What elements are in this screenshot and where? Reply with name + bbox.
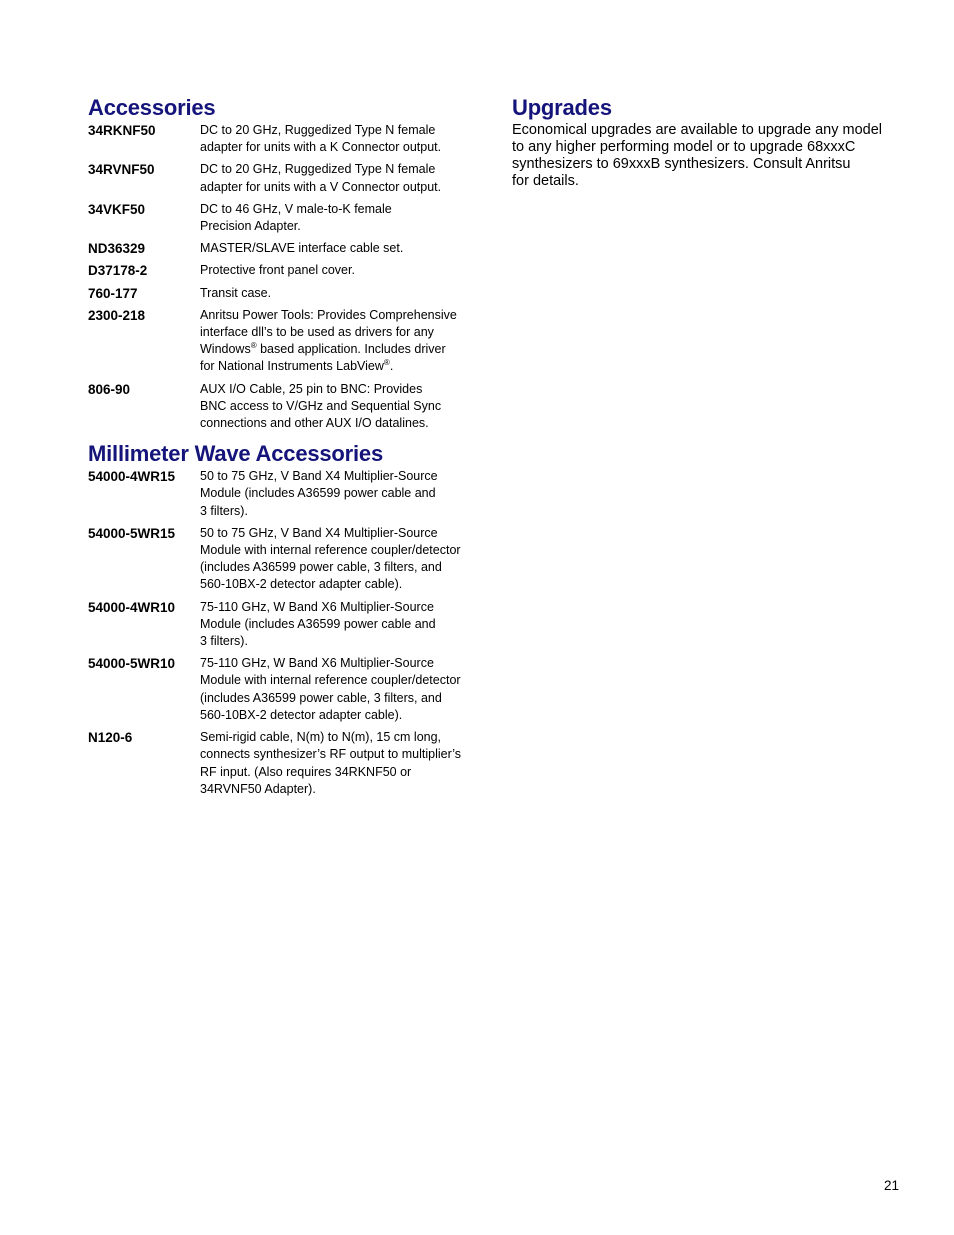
item-code: 54000-4WR10	[88, 599, 176, 615]
upgrades-paragraph	[512, 122, 884, 190]
item-description	[200, 381, 478, 433]
description-line: BNC access to V/GHz and Sequential Sync	[200, 398, 442, 413]
description-line: AUX I/O Cable, 25 pin to BNC: Provides	[200, 381, 423, 396]
item-code: ND36329	[88, 241, 146, 257]
item-description	[200, 161, 478, 195]
description-line: 560-10BX-2 detector adapter cable).	[200, 707, 403, 722]
item-code: 760-177	[88, 285, 138, 301]
item-code: 806-90	[88, 381, 131, 397]
description-line: connections and other AUX I/O datalines.	[200, 416, 429, 431]
item-code: 2300-218	[88, 307, 146, 323]
description-line: Anritsu Power Tools: Provides Comprehensive	[200, 307, 457, 322]
millimeter-heading: Millimeter Wave Accessories	[88, 441, 384, 467]
description-line: DC to 46 GHz, V male-to-K female	[200, 201, 392, 216]
list-item	[88, 468, 478, 520]
list-item	[88, 599, 478, 651]
description-line: 75-110 GHz, W Band X6 Multiplier-Source	[200, 599, 434, 614]
description-line: connects synthesizer’s RF output to multiplier’s	[200, 747, 461, 762]
upgrades-heading: Upgrades	[512, 95, 612, 120]
description-line: (includes A36599 power cable, 3 filters, and	[200, 690, 442, 705]
right-column	[512, 94, 884, 190]
list-item	[88, 201, 478, 235]
description-line: (includes A36599 power cable, 3 filters, and	[200, 560, 442, 575]
description-line: for National Instruments LabView®.	[200, 358, 394, 374]
item-code: 54000-4WR15	[88, 469, 176, 485]
description-line: 3 filters).	[200, 634, 248, 649]
list-item	[88, 525, 478, 594]
item-description	[200, 599, 478, 651]
description-line: 75-110 GHz, W Band X6 Multiplier-Source	[200, 656, 434, 671]
description-line: interface dll’s to be used as drivers for any	[200, 325, 434, 340]
item-code: 34VKF50	[88, 201, 146, 217]
item-description	[200, 525, 478, 594]
upgrades-line: Economical upgrades are available to upgrade any model	[512, 122, 882, 138]
description-line: adapter for units with a K Connector output.	[200, 140, 442, 155]
list-item	[88, 161, 478, 195]
item-description	[200, 285, 478, 302]
item-code: 34RVNF50	[88, 162, 155, 178]
item-code: 54000-5WR15	[88, 525, 176, 541]
description-line: Semi-rigid cable, N(m) to N(m), 15 cm long,	[200, 730, 442, 745]
page-number: 21	[884, 1178, 900, 1193]
left-column	[88, 94, 478, 803]
list-item	[88, 262, 478, 279]
upgrades-line: synthesizers to 69xxxB synthesizers. Consult Anritsu	[512, 156, 851, 172]
list-item	[88, 655, 478, 724]
item-code: 54000-5WR10	[88, 656, 176, 672]
item-description	[200, 262, 478, 279]
description-line: MASTER/SLAVE interface cable set.	[200, 241, 404, 256]
list-item	[88, 307, 478, 376]
item-code: 34RKNF50	[88, 123, 156, 138]
item-description	[200, 307, 478, 376]
accessories-heading: Accessories	[88, 95, 216, 120]
item-description	[200, 729, 478, 798]
list-item	[88, 285, 478, 302]
description-line: DC to 20 GHz, Ruggedized Type N female	[200, 123, 436, 137]
upgrades-line: to any higher performing model or to upgrade 68xxxC	[512, 139, 856, 155]
description-line: 560-10BX-2 detector adapter cable).	[200, 577, 403, 592]
description-line: 50 to 75 GHz, V Band X4 Multiplier-Source	[200, 525, 438, 540]
description-line: Transit case.	[200, 285, 272, 300]
description-line: 34RVNF50 Adapter).	[200, 781, 316, 796]
item-code: N120-6	[88, 730, 133, 746]
item-code: D37178-2	[88, 263, 148, 279]
list-item	[88, 729, 478, 798]
description-line: 3 filters).	[200, 503, 248, 518]
item-description	[200, 201, 478, 235]
description-line: Protective front panel cover.	[200, 263, 355, 278]
description-line: Precision Adapter.	[200, 219, 301, 234]
list-item	[88, 381, 478, 433]
description-line: Windows® based application. Includes driver	[200, 341, 446, 357]
item-description	[200, 240, 478, 257]
upgrades-line: for details.	[512, 173, 579, 189]
item-description	[200, 468, 478, 520]
description-line: Module with internal reference coupler/detector	[200, 673, 461, 688]
description-line: DC to 20 GHz, Ruggedized Type N female	[200, 162, 436, 177]
description-line: Module (includes A36599 power cable and	[200, 616, 436, 631]
description-line: Module (includes A36599 power cable and	[200, 486, 436, 501]
item-description	[200, 655, 478, 724]
description-line: adapter for units with a V Connector output.	[200, 179, 442, 194]
item-description	[200, 122, 478, 156]
list-item	[88, 122, 478, 156]
description-line: RF input. (Also requires 34RKNF50 or	[200, 764, 412, 779]
millimeter-list	[88, 468, 478, 798]
list-item	[88, 240, 478, 257]
description-line: Module with internal reference coupler/detector	[200, 543, 461, 558]
description-line: 50 to 75 GHz, V Band X4 Multiplier-Source	[200, 469, 438, 484]
accessories-list	[88, 122, 478, 432]
